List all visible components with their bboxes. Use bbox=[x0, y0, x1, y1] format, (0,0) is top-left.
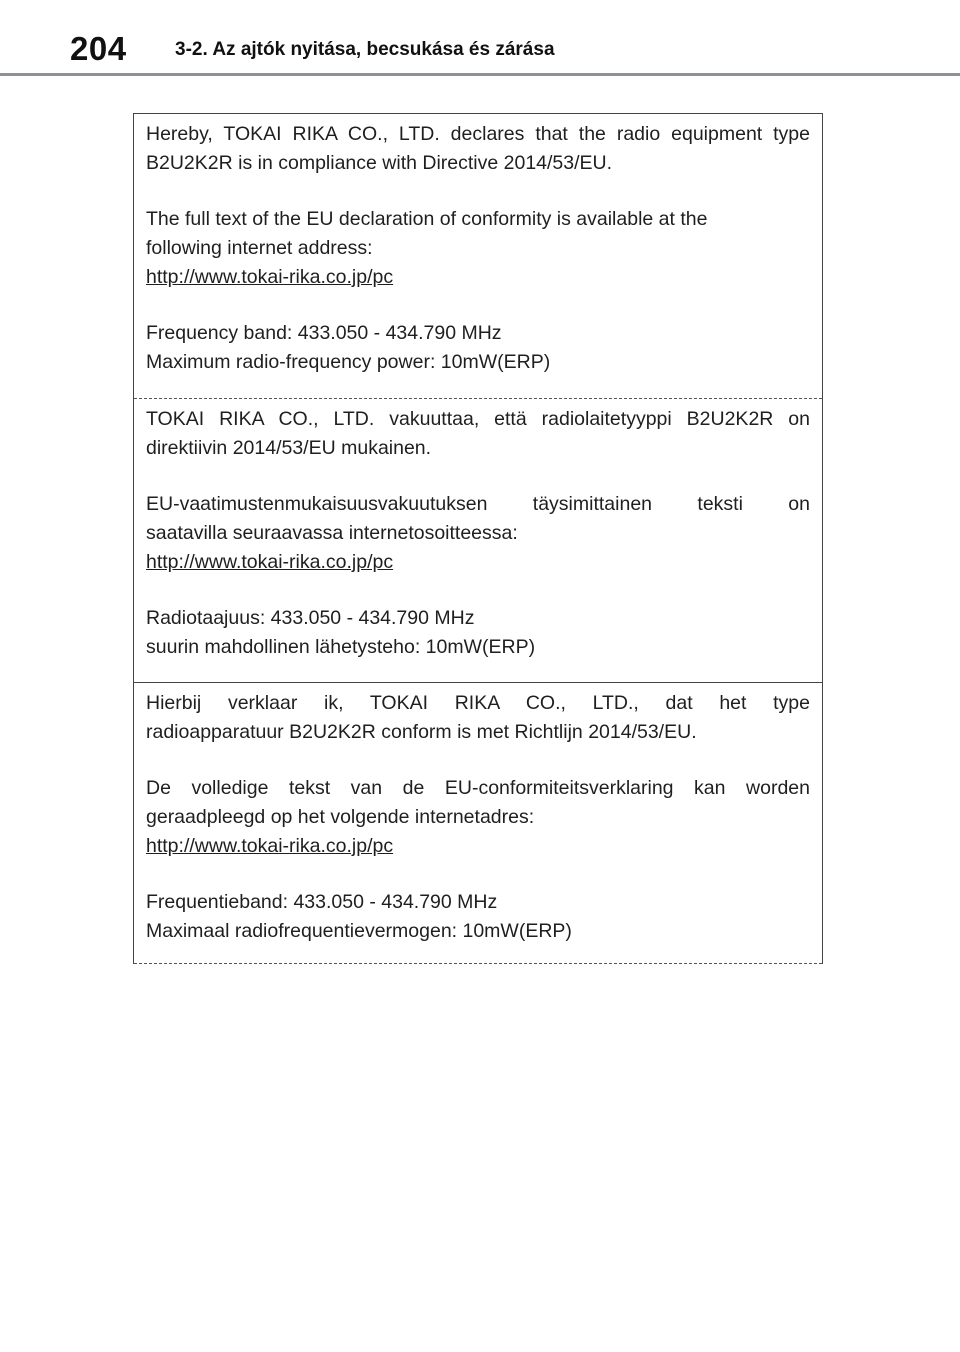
conformity-url-link[interactable]: http://www.tokai-rika.co.jp/pc bbox=[146, 835, 394, 857]
section-title: 3-2. Az ajtók nyitása, becsukása és zárása bbox=[175, 39, 555, 60]
max-power: Maximum radio-frequency power: 10mW(ERP) bbox=[146, 351, 551, 373]
declaration-section-nl bbox=[134, 683, 822, 964]
specs-paragraph bbox=[146, 888, 810, 946]
max-power: suurin mahdollinen lähetysteho: 10mW(ERP) bbox=[146, 636, 536, 658]
specs-paragraph bbox=[146, 604, 810, 662]
declaration-paragraph bbox=[146, 120, 810, 178]
text-line: saatavilla seuraavassa internetosoitteessa: bbox=[146, 522, 518, 544]
availability-paragraph bbox=[146, 490, 810, 577]
page-header bbox=[0, 0, 960, 76]
header-divider bbox=[0, 73, 960, 76]
text-line: The full text of the EU declaration of conformity is available at the bbox=[146, 208, 708, 230]
text-line: EU-vaatimustenmukaisuusvakuutuksen täysimittainen teksti on bbox=[146, 493, 810, 515]
text-line: Hierbij verklaar ik, TOKAI RIKA CO., LTD., dat het type bbox=[146, 692, 810, 714]
text-line: direktiivin 2014/53/EU mukainen. bbox=[146, 437, 432, 459]
declaration-section-fi bbox=[134, 399, 822, 683]
declaration-section-en bbox=[134, 114, 822, 399]
conformity-url-link[interactable]: http://www.tokai-rika.co.jp/pc bbox=[146, 551, 394, 573]
declaration-paragraph bbox=[146, 405, 810, 463]
declaration-paragraph bbox=[146, 689, 810, 747]
text-line: Hereby, TOKAI RIKA CO., LTD. declares that the radio equipment type bbox=[146, 123, 810, 145]
text-line: TOKAI RIKA CO., LTD. vakuuttaa, että radiolaitetyyppi B2U2K2R on bbox=[146, 408, 810, 430]
availability-paragraph bbox=[146, 774, 810, 861]
availability-paragraph bbox=[146, 205, 810, 292]
frequency-band: Frequentieband: 433.050 - 434.790 MHz bbox=[146, 891, 498, 913]
text-line: De volledige tekst van de EU-conformiteitsverklaring kan worden bbox=[146, 777, 810, 799]
conformity-url-link[interactable]: http://www.tokai-rika.co.jp/pc bbox=[146, 266, 394, 288]
frequency-band: Frequency band: 433.050 - 434.790 MHz bbox=[146, 322, 502, 344]
text-line: following internet address: bbox=[146, 237, 373, 259]
page-number: 204 bbox=[70, 30, 127, 67]
frequency-band: Radiotaajuus: 433.050 - 434.790 MHz bbox=[146, 607, 475, 629]
text-line: radioapparatuur B2U2K2R conform is met Richtlijn 2014/53/EU. bbox=[146, 721, 697, 743]
declaration-box bbox=[133, 113, 823, 964]
text-line: geraadpleegd op het volgende internetadres: bbox=[146, 806, 535, 828]
specs-paragraph bbox=[146, 319, 810, 377]
max-power: Maximaal radiofrequentievermogen: 10mW(ERP) bbox=[146, 920, 572, 942]
text-line: B2U2K2R is in compliance with Directive 2014/53/EU. bbox=[146, 152, 613, 174]
